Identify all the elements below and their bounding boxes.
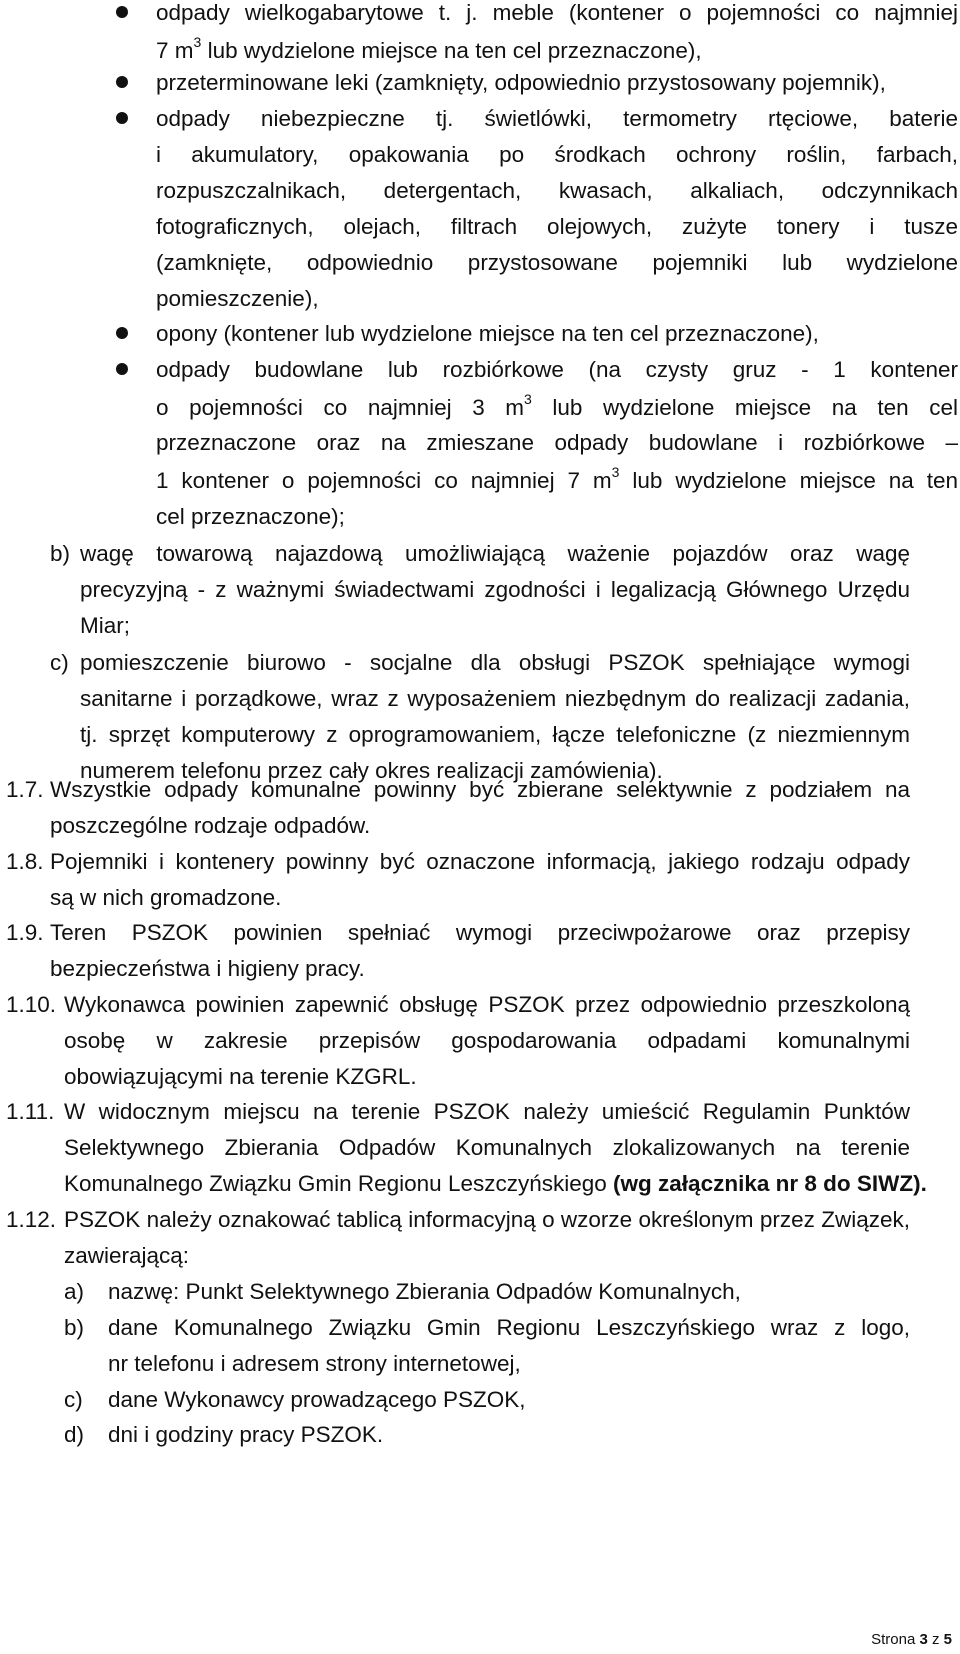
bullet-line: odpady niebezpieczne tj. świetlówki, termometry rtęciowe, baterie	[156, 106, 958, 131]
numbered-line: poszczególne rodzaje odpadów.	[50, 813, 371, 838]
numbered-line: W widocznym miejscu na terenie PSZOK należy umieścić Regulamin Punktów	[64, 1099, 910, 1124]
page-separator: z	[931, 1631, 940, 1648]
item-number: 1.7.	[6, 777, 44, 802]
lettered-line: tj. sprzęt komputerowy z oprogramowaniem, łącze telefoniczne (z niezmiennym	[80, 722, 910, 747]
bullet-line: (zamknięte, odpowiednio przystosowane pojemniki lub wydzielone	[156, 250, 958, 275]
total-page-count: 5	[943, 1631, 952, 1648]
current-page-number: 3	[919, 1631, 928, 1648]
item-label-c: c)	[50, 650, 69, 675]
bullet-line: o pojemności co najmniej 3 $m^3$ lub wydzielone miejsce na ten cel	[156, 390, 959, 420]
page-label: Strona	[871, 1631, 916, 1648]
sub-item-line: nr telefonu i adresem strony internetowej,	[108, 1351, 521, 1376]
sub-item-label: b)	[64, 1315, 85, 1340]
item-label-b: b)	[50, 541, 71, 566]
item-number: 1.8.	[6, 849, 44, 874]
lettered-line: sanitarne i porządkowe, wraz z wyposażeniem niezbędnym do realizacji zadania,	[80, 686, 910, 711]
lettered-line: wagę towarową najazdową umożliwiającą ważenie pojazdów oraz wagę	[80, 541, 910, 566]
numbered-line: osobę w zakresie przepisów gospodarowania odpadami komunalnymi	[64, 1028, 910, 1053]
page-footer	[871, 1630, 952, 1650]
numbered-line: Teren PSZOK powinien spełniać wymogi przeciwpożarowe oraz przepisy	[50, 920, 910, 945]
bullet-icon	[116, 363, 128, 375]
bullet-line: fotograficznych, olejach, filtrach olejowych, zużyte tonery i tusze	[156, 214, 958, 239]
sub-item-line: dni i godziny pracy PSZOK.	[108, 1422, 384, 1447]
numbered-line: Wszystkie odpady komunalne powinny być zbierane selektywnie z podziałem na	[50, 777, 910, 802]
bullet-line: cel przeznaczone);	[156, 504, 345, 529]
bullet-line: odpady budowlane lub rozbiórkowe (na czysty gruz - 1 kontener	[156, 357, 958, 382]
bullet-icon	[116, 327, 128, 339]
sub-item-line: dane Komunalnego Związku Gmin Regionu Leszczyńskiego wraz z logo,	[108, 1315, 910, 1340]
numbered-line: Pojemniki i kontenery powinny być oznaczone informacją, jakiego rodzaju odpady	[50, 849, 910, 874]
numbered-line: obowiązującymi na terenie KZGRL.	[64, 1064, 417, 1089]
sub-item-line: dane Wykonawcy prowadzącego PSZOK,	[108, 1387, 526, 1412]
numbered-line: są w nich gromadzone.	[50, 885, 282, 910]
sub-item-line: nazwę: Punkt Selektywnego Zbierania Odpadów Komunalnych,	[108, 1279, 741, 1304]
bullet-icon	[116, 76, 128, 88]
bullet-line: przeterminowane leki (zamknięty, odpowiednio przystosowany pojemnik),	[156, 70, 886, 95]
lettered-line: precyzyjną - z ważnymi świadectwami zgodności i legalizacją Głównego Urzędu	[80, 577, 910, 602]
lettered-line: numerem telefonu przez cały okres realizacji zamówienia).	[80, 758, 663, 783]
superscript: 3	[611, 463, 620, 480]
superscript: 3	[524, 390, 532, 407]
bullet-icon	[116, 112, 128, 124]
numbered-line: PSZOK należy oznakować tablicą informacyjną o wzorze określonym przez Związek,	[64, 1207, 910, 1232]
numbered-line	[64, 1165, 927, 1203]
attachment-reference: (wg załącznika nr 8 do SIWZ).	[613, 1171, 927, 1196]
bullet-line: rozpuszczalnikach, detergentach, kwasach, alkaliach, odczynnikach	[156, 178, 958, 203]
numbered-line: Selektywnego Zbierania Odpadów Komunalnych zlokalizowanych na terenie	[64, 1135, 910, 1160]
numbered-line-text: Komunalnego Związku Gmin Regionu Leszczyńskiego	[64, 1171, 607, 1196]
lettered-line: pomieszczenie biurowo - socjalne dla obsługi PSZOK spełniające wymogi	[80, 650, 910, 675]
numbered-line: Wykonawca powinien zapewnić obsługę PSZOK przez odpowiednio przeszkoloną	[64, 992, 910, 1017]
numbered-line: zawierającą:	[64, 1243, 190, 1268]
bullet-line: przeznaczone oraz na zmieszane odpady budowlane i rozbiórkowe –	[156, 430, 958, 455]
bullet-line: i akumulatory, opakowania po środkach ochrony roślin, farbach,	[156, 142, 958, 167]
item-number: 1.11.	[6, 1099, 55, 1124]
sub-item-label: c)	[64, 1387, 83, 1412]
bullet-line: 1 kontener o pojemności co najmniej 7 $m^3$ lub wydzielone miejsce na ten	[156, 463, 958, 493]
superscript: 3	[193, 33, 202, 50]
item-number: 1.9.	[6, 920, 44, 945]
item-number: 1.12.	[6, 1207, 57, 1232]
bullet-line: odpady wielkogabarytowe t. j. meble (kontener o pojemności co najmniej	[156, 0, 958, 25]
item-number: 1.10.	[6, 992, 57, 1017]
numbered-line: bezpieczeństwa i higieny pracy.	[50, 956, 365, 981]
bullet-line: pomieszczenie),	[156, 286, 319, 311]
bullet-line: opony (kontener lub wydzielone miejsce na ten cel przeznaczone),	[156, 321, 819, 346]
sub-item-label: d)	[64, 1422, 85, 1447]
lettered-line: Miar;	[80, 613, 130, 638]
bullet-icon	[116, 6, 128, 18]
bullet-line: 7 $m^3$ lub wydzielone miejsce na ten cel przeznaczone),	[156, 33, 702, 63]
sub-item-label: a)	[64, 1279, 85, 1304]
